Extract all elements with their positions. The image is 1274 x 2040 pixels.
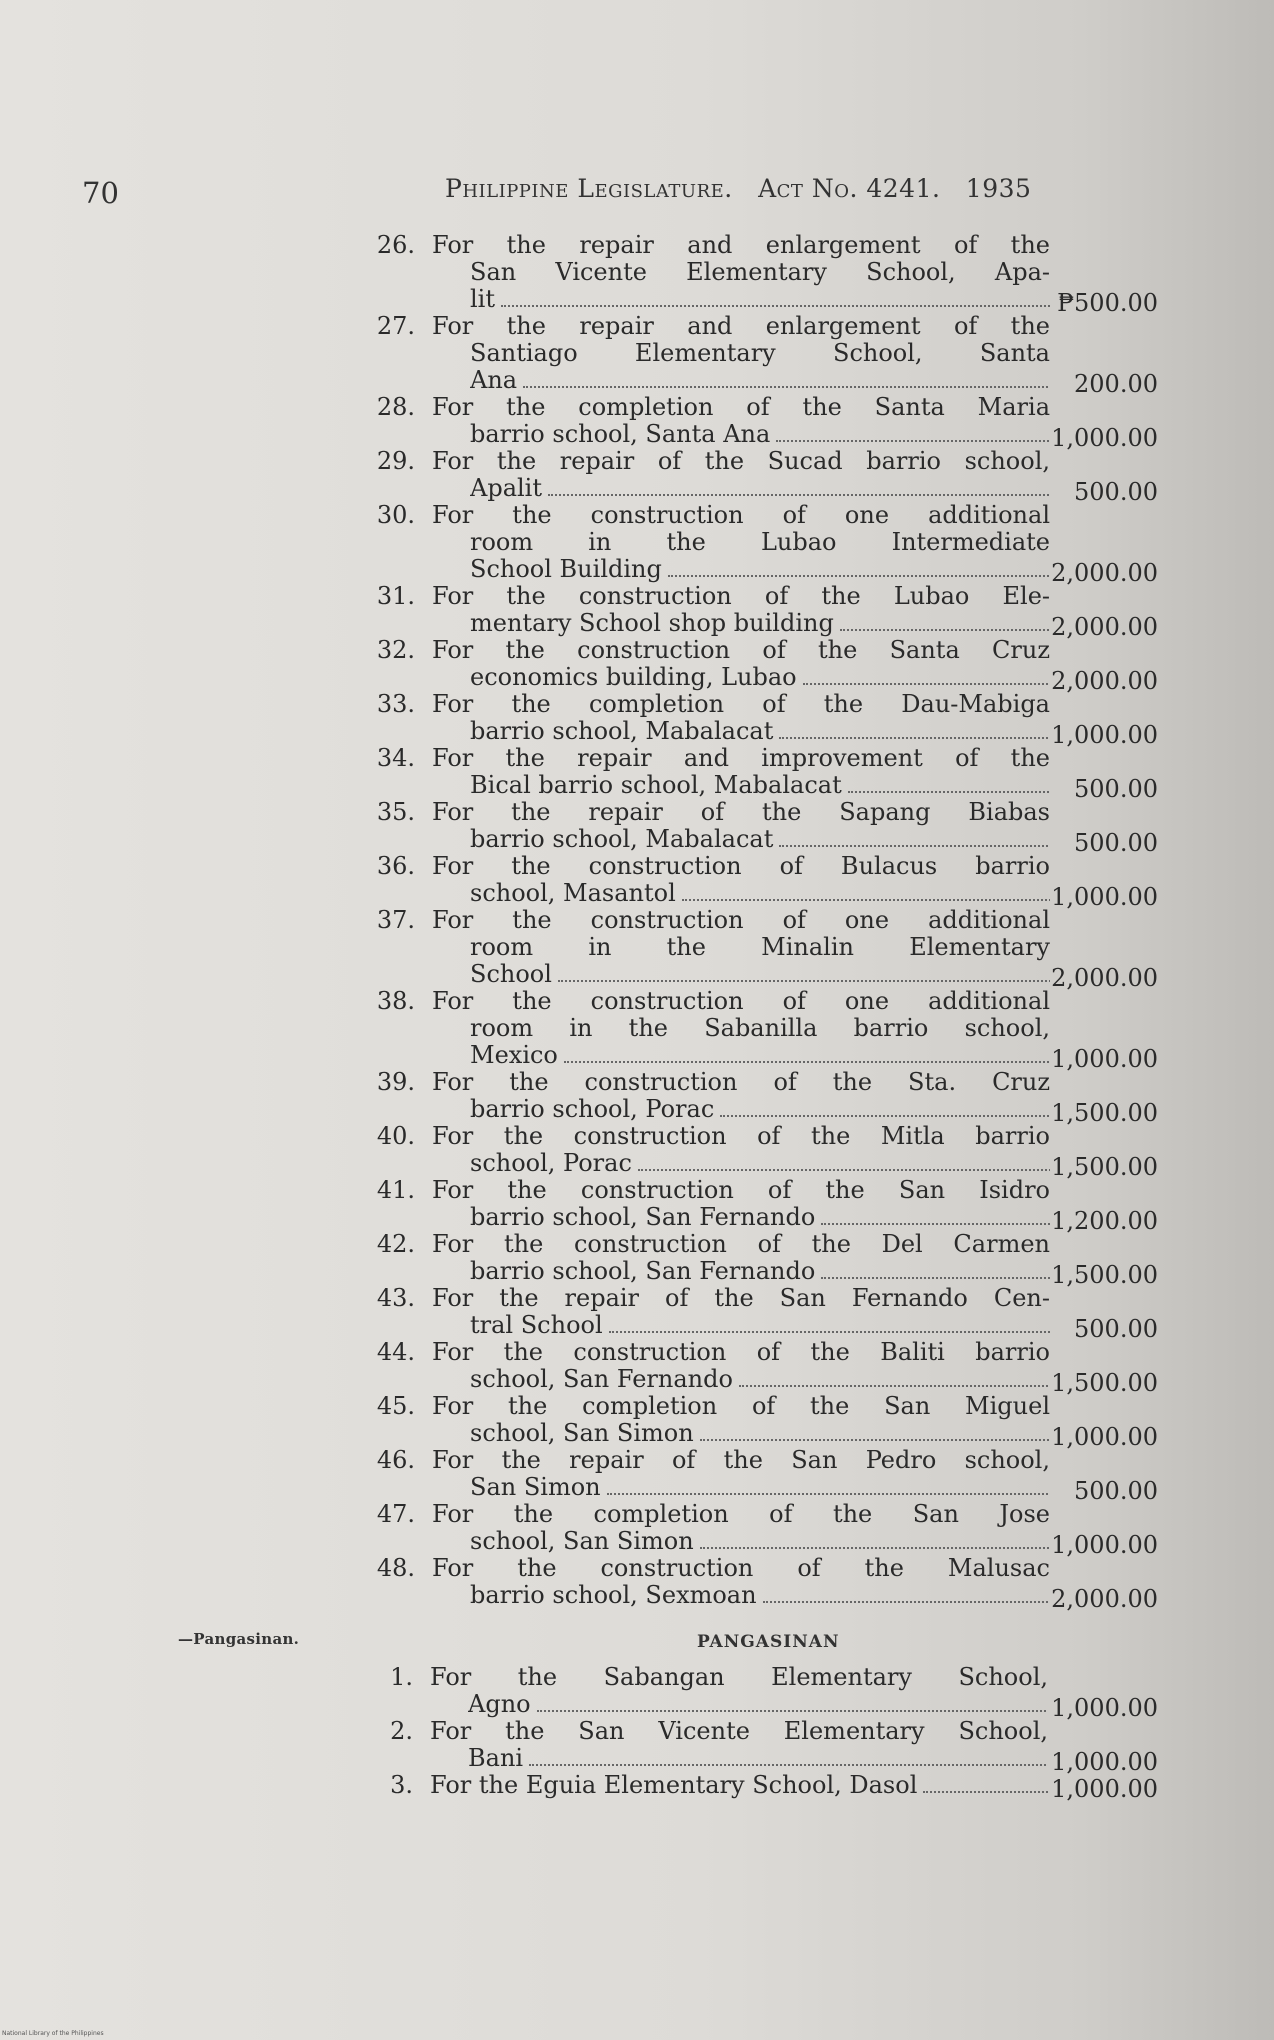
entry-amount: 1,000.00 bbox=[1051, 1531, 1158, 1559]
entry-description-text: For the construction of the Malusac bbox=[432, 1555, 1050, 1582]
entry-number: 33. bbox=[376, 690, 415, 718]
dot-leader bbox=[548, 488, 1050, 496]
entry-description-text: school, San Fernando bbox=[470, 1366, 733, 1393]
entry-number: 34. bbox=[376, 744, 415, 772]
dot-leader bbox=[700, 1541, 1050, 1549]
entry-description-last-line bbox=[470, 1366, 1050, 1393]
entry-description-last-line bbox=[470, 1150, 1050, 1177]
entry-number: 1. bbox=[390, 1663, 413, 1691]
entry-description-text: School Building bbox=[470, 556, 662, 583]
entry-description-last-line bbox=[470, 826, 1050, 853]
entry-amount: 1,500.00 bbox=[1051, 1261, 1158, 1289]
entry-description-text: Apalit bbox=[470, 475, 542, 502]
entry-description-line bbox=[470, 1015, 1050, 1042]
entry-description-line bbox=[432, 448, 1050, 475]
dot-leader bbox=[776, 434, 1050, 442]
dot-leader bbox=[558, 974, 1050, 982]
entry-description-text: school, San Simon bbox=[470, 1420, 694, 1447]
entry-number: 27. bbox=[376, 312, 415, 340]
entry-description-text: For the construction of Bulacus barrio bbox=[432, 853, 1050, 880]
entry-amount: 1,000.00 bbox=[1051, 1045, 1158, 1073]
entry-description-text: lit bbox=[470, 286, 495, 313]
entry-amount: 1,000.00 bbox=[1051, 721, 1158, 749]
entry-description-line bbox=[432, 1501, 1050, 1528]
entry-amount: 1,500.00 bbox=[1051, 1153, 1158, 1181]
entry-number: 28. bbox=[376, 393, 415, 421]
entry-description-text: room in the Sabanilla barrio school, bbox=[470, 1015, 1050, 1042]
entry-description-line bbox=[470, 259, 1050, 286]
entry-description-text: For the construction of one additional bbox=[432, 988, 1050, 1015]
entry-description-last-line bbox=[470, 1312, 1050, 1339]
dot-leader bbox=[609, 1325, 1050, 1333]
entry-description-last-line bbox=[470, 718, 1050, 745]
entry-description-text: For the construction of one additional bbox=[432, 502, 1050, 529]
entry-amount: 2,000.00 bbox=[1051, 613, 1158, 641]
entry-amount: 2,000.00 bbox=[1051, 667, 1158, 695]
entry-description-text: barrio school, San Fernando bbox=[470, 1258, 816, 1285]
dot-leader bbox=[638, 1163, 1050, 1171]
entry-amount: ₱500.00 bbox=[1057, 289, 1158, 317]
entry-description-line bbox=[432, 1069, 1050, 1096]
dot-leader bbox=[720, 1109, 1050, 1117]
entry-number: 29. bbox=[376, 447, 415, 475]
entry-number: 41. bbox=[376, 1176, 415, 1204]
entry-description-text: barrio school, Mabalacat bbox=[470, 718, 774, 745]
entry-description-text: Mexico bbox=[470, 1042, 558, 1069]
entry-description-line bbox=[432, 394, 1050, 421]
entry-description-text: barrio school, Porac bbox=[470, 1096, 715, 1123]
entry-description-line bbox=[432, 1339, 1050, 1366]
entry-amount: 500.00 bbox=[1074, 478, 1158, 506]
entry-description-text: For the repair of the Sucad barrio school, bbox=[432, 448, 1050, 475]
entry-number: 40. bbox=[376, 1122, 415, 1150]
entry-amount: 200.00 bbox=[1074, 370, 1158, 398]
entry-description-last-line bbox=[470, 1096, 1050, 1123]
entry-description-last-line bbox=[430, 1772, 1048, 1799]
entry-number: 45. bbox=[376, 1392, 415, 1420]
entry-description-line bbox=[432, 1177, 1050, 1204]
entry-description-text: school, Masantol bbox=[470, 880, 676, 907]
entry-description-text: barrio school, San Fernando bbox=[470, 1204, 816, 1231]
entry-amount: 1,500.00 bbox=[1051, 1099, 1158, 1127]
entry-amount: 500.00 bbox=[1074, 775, 1158, 803]
entry-number: 3. bbox=[390, 1771, 413, 1799]
entry-description-last-line bbox=[470, 367, 1050, 394]
entry-description-text: For the Sabangan Elementary School, bbox=[430, 1664, 1048, 1691]
entry-description-text: For the construction of the Santa Cruz bbox=[432, 637, 1050, 664]
dot-leader bbox=[564, 1055, 1050, 1063]
entry-description-text: Agno bbox=[468, 1691, 531, 1718]
entry-description-line bbox=[432, 799, 1050, 826]
entry-description-text: room in the Minalin Elementary bbox=[470, 934, 1050, 961]
entry-description-last-line bbox=[470, 1042, 1050, 1069]
dot-leader bbox=[668, 569, 1050, 577]
entry-description-line bbox=[432, 1231, 1050, 1258]
entry-amount: 1,000.00 bbox=[1051, 1423, 1158, 1451]
entry-amount: 2,000.00 bbox=[1051, 559, 1158, 587]
dot-leader bbox=[607, 1487, 1050, 1495]
entry-amount: 500.00 bbox=[1074, 1477, 1158, 1505]
entry-description-text: For the repair and enlargement of the bbox=[432, 232, 1050, 259]
entry-number: 37. bbox=[376, 906, 415, 934]
entry-number: 35. bbox=[376, 798, 415, 826]
footer-credit: National Library of the Philippines bbox=[2, 2030, 104, 2037]
dot-leader bbox=[529, 1758, 1048, 1766]
entry-number: 43. bbox=[376, 1284, 415, 1312]
running-head-act-number: 4241. bbox=[866, 174, 941, 203]
entry-description-last-line bbox=[470, 961, 1050, 988]
entry-number: 38. bbox=[376, 987, 415, 1015]
entry-description-text: For the repair of the San Pedro school, bbox=[432, 1447, 1050, 1474]
page-number: 70 bbox=[82, 176, 119, 210]
entry-description-text: mentary School shop building bbox=[470, 610, 834, 637]
entry-description-text: For the construction of the Lubao Ele- bbox=[432, 583, 1050, 610]
entry-description-last-line bbox=[470, 1420, 1050, 1447]
running-head-act: Act No. bbox=[758, 174, 858, 203]
entry-description-line bbox=[432, 1123, 1050, 1150]
entry-description-text: For the construction of the San Isidro bbox=[432, 1177, 1050, 1204]
entry-number: 47. bbox=[376, 1500, 415, 1528]
side-note: —Pangasinan. bbox=[178, 1630, 300, 1648]
entry-description-text: For the Eguia Elementary School, Dasol bbox=[430, 1772, 918, 1799]
entry-amount: 1,000.00 bbox=[1051, 883, 1158, 911]
entry-number: 26. bbox=[376, 231, 415, 259]
entry-amount: 500.00 bbox=[1074, 1315, 1158, 1343]
entry-description-last-line bbox=[470, 610, 1050, 637]
section-heading: PANGASINAN bbox=[697, 1632, 840, 1652]
entry-description-text: school, Porac bbox=[470, 1150, 632, 1177]
entry-number: 31. bbox=[376, 582, 415, 610]
entry-number: 44. bbox=[376, 1338, 415, 1366]
entry-description-line bbox=[432, 853, 1050, 880]
entry-description-text: economics building, Lubao bbox=[470, 664, 797, 691]
entry-description-text: San Simon bbox=[470, 1474, 601, 1501]
entry-description-text: For the completion of the San Miguel bbox=[432, 1393, 1050, 1420]
entry-description-line bbox=[432, 232, 1050, 259]
dot-leader bbox=[537, 1704, 1048, 1712]
entry-description-line bbox=[432, 1393, 1050, 1420]
entry-description-text: barrio school, Mabalacat bbox=[470, 826, 774, 853]
dot-leader bbox=[523, 380, 1050, 388]
entry-description-last-line bbox=[470, 1528, 1050, 1555]
entry-amount: 2,000.00 bbox=[1051, 964, 1158, 992]
entry-number: 39. bbox=[376, 1068, 415, 1096]
entry-description-line bbox=[432, 1555, 1050, 1582]
entry-description-text: barrio school, Sexmoan bbox=[470, 1582, 757, 1609]
entry-description-text: For the completion of the San Jose bbox=[432, 1501, 1050, 1528]
entry-amount: 500.00 bbox=[1074, 829, 1158, 857]
dot-leader bbox=[763, 1595, 1050, 1603]
entry-description-line bbox=[432, 691, 1050, 718]
entry-description-text: Ana bbox=[470, 367, 518, 394]
dot-leader bbox=[739, 1379, 1050, 1387]
entry-description-line bbox=[432, 313, 1050, 340]
entry-description-text: For the construction of the Mitla barrio bbox=[432, 1123, 1050, 1150]
entry-description-text: San Vicente Elementary School, Apa- bbox=[470, 259, 1050, 286]
entry-description-last-line bbox=[470, 1204, 1050, 1231]
entry-description-text: room in the Lubao Intermediate bbox=[470, 529, 1050, 556]
entry-description-line bbox=[432, 583, 1050, 610]
entry-description-text: school, San Simon bbox=[470, 1528, 694, 1555]
entry-description-last-line bbox=[470, 286, 1050, 313]
entry-description-text: For the repair of the San Fernando Cen- bbox=[432, 1285, 1050, 1312]
entry-description-last-line bbox=[470, 421, 1050, 448]
entry-description-text: barrio school, Santa Ana bbox=[470, 421, 771, 448]
entry-amount: 1,200.00 bbox=[1051, 1207, 1158, 1235]
entry-description-text: School bbox=[470, 961, 552, 988]
dot-leader bbox=[501, 299, 1050, 307]
entry-description-text: For the completion of the Santa Maria bbox=[432, 394, 1050, 421]
entry-description-line bbox=[432, 907, 1050, 934]
dot-leader bbox=[682, 893, 1050, 901]
entry-amount: 1,000.00 bbox=[1051, 424, 1158, 452]
entry-number: 48. bbox=[376, 1554, 415, 1582]
entry-description-last-line bbox=[470, 772, 1050, 799]
entry-description-line bbox=[432, 1447, 1050, 1474]
entry-description-line bbox=[432, 637, 1050, 664]
entry-description-last-line bbox=[470, 556, 1050, 583]
entry-description-line bbox=[470, 934, 1050, 961]
entry-description-text: For the construction of the Baliti barrio bbox=[432, 1339, 1050, 1366]
entry-amount: 2,000.00 bbox=[1051, 1585, 1158, 1613]
entry-description-line bbox=[470, 340, 1050, 367]
entry-description-last-line bbox=[468, 1745, 1048, 1772]
entry-description-last-line bbox=[470, 475, 1050, 502]
entry-description-line bbox=[432, 745, 1050, 772]
entry-description-line bbox=[470, 529, 1050, 556]
entry-description-line bbox=[432, 1285, 1050, 1312]
entry-number: 32. bbox=[376, 636, 415, 664]
entry-amount: 1,500.00 bbox=[1051, 1369, 1158, 1397]
entry-description-text: For the repair and enlargement of the bbox=[432, 313, 1050, 340]
entry-description-last-line bbox=[470, 664, 1050, 691]
entry-description-text: For the construction of the Del Carmen bbox=[432, 1231, 1050, 1258]
entry-number: 2. bbox=[390, 1717, 413, 1745]
entry-description-line bbox=[430, 1664, 1048, 1691]
running-head-title: Philippine Legislature. bbox=[445, 174, 733, 203]
entry-description-last-line bbox=[470, 880, 1050, 907]
entry-number: 36. bbox=[376, 852, 415, 880]
entry-description-text: For the repair and improvement of the bbox=[432, 745, 1050, 772]
entry-amount: 1,000.00 bbox=[1051, 1748, 1158, 1776]
entry-amount: 1,000.00 bbox=[1051, 1694, 1158, 1722]
entry-description-text: tral School bbox=[470, 1312, 603, 1339]
entry-number: 46. bbox=[376, 1446, 415, 1474]
entry-description-text: Santiago Elementary School, Santa bbox=[470, 340, 1050, 367]
entry-description-text: Bani bbox=[468, 1745, 524, 1772]
entry-number: 42. bbox=[376, 1230, 415, 1258]
entry-description-text: For the construction of the Sta. Cruz bbox=[432, 1069, 1050, 1096]
entry-number: 30. bbox=[376, 501, 415, 529]
entry-description-last-line bbox=[470, 1258, 1050, 1285]
entry-description-line bbox=[430, 1718, 1048, 1745]
entry-description-last-line bbox=[470, 1582, 1050, 1609]
entry-description-text: For the construction of one additional bbox=[432, 907, 1050, 934]
entry-description-line bbox=[432, 988, 1050, 1015]
entry-description-line bbox=[432, 502, 1050, 529]
entry-description-text: For the completion of the Dau-Mabiga bbox=[432, 691, 1050, 718]
entry-description-text: For the San Vicente Elementary School, bbox=[430, 1718, 1048, 1745]
entry-description-text: Bical barrio school, Mabalacat bbox=[470, 772, 842, 799]
entry-amount: 1,000.00 bbox=[1051, 1775, 1158, 1803]
entry-description-last-line bbox=[470, 1474, 1050, 1501]
entry-description-text: For the repair of the Sapang Biabas bbox=[432, 799, 1050, 826]
entry-description-last-line bbox=[468, 1691, 1048, 1718]
running-head-year: 1935 bbox=[965, 174, 1032, 203]
dot-leader bbox=[700, 1433, 1050, 1441]
